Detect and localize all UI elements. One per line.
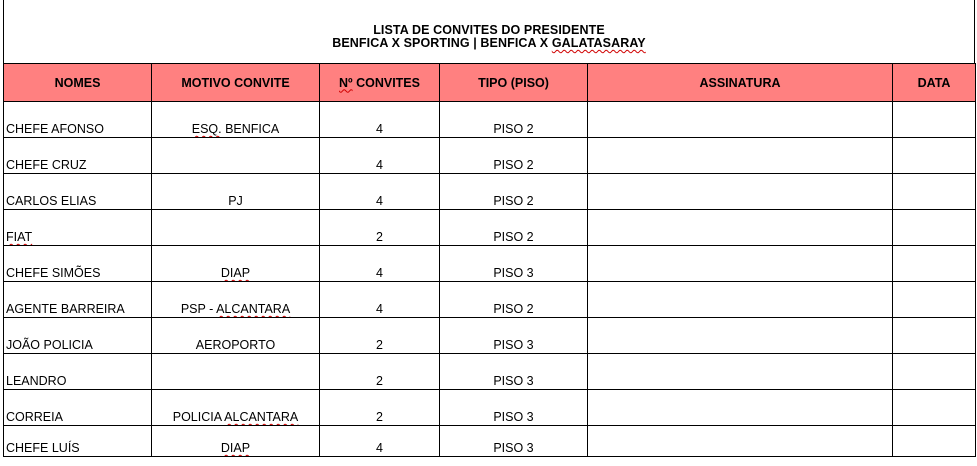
cell-tipo[interactable]	[440, 174, 588, 210]
nome-text: CHEFE LUÍS	[6, 441, 80, 455]
nome-text: FIAT	[6, 230, 33, 244]
table-row	[4, 138, 976, 174]
cell-motivo[interactable]	[152, 138, 320, 174]
header-motivo-convite[interactable]: MOTIVO CONVITE	[152, 64, 320, 102]
cell-assinatura[interactable]	[588, 138, 893, 174]
table-row	[4, 174, 976, 210]
title-line-1: LISTA DE CONVITES DO PRESIDENTE	[373, 23, 605, 37]
motivo-spellcheck-text: DIAP	[220, 266, 251, 280]
cell-motivo[interactable]	[152, 174, 320, 210]
table-row	[4, 318, 976, 354]
cell-assinatura[interactable]	[588, 354, 893, 390]
tipo-value: PISO 2	[493, 158, 534, 172]
nome-text: AGENTE BARREIRA	[6, 302, 125, 316]
cell-motivo[interactable]	[152, 426, 320, 457]
motivo-text: BENFICA	[221, 122, 280, 136]
cell-convites[interactable]	[320, 318, 440, 354]
cell-convites[interactable]	[320, 138, 440, 174]
motivo-spellcheck-text: DIAP	[220, 441, 251, 455]
convites-value: 4	[376, 194, 383, 208]
cell-tipo[interactable]	[440, 318, 588, 354]
title-spellcheck-word: GALATASARAY	[551, 36, 646, 50]
cell-nome[interactable]	[4, 246, 152, 282]
nome-text: LEANDRO	[6, 374, 67, 388]
cell-tipo[interactable]	[440, 246, 588, 282]
convites-value: 2	[376, 374, 383, 388]
cell-nome[interactable]	[4, 282, 152, 318]
tipo-value: PISO 3	[493, 410, 534, 424]
nome-text: CHEFE SIMÕES	[6, 266, 101, 280]
cell-motivo[interactable]	[152, 318, 320, 354]
table-row	[4, 390, 976, 426]
convites-value: 4	[376, 266, 383, 280]
motivo-text: POLICIA	[172, 410, 225, 424]
cell-data[interactable]	[893, 102, 976, 138]
cell-motivo[interactable]	[152, 390, 320, 426]
cell-assinatura[interactable]	[588, 426, 893, 457]
invitations-table	[3, 63, 976, 457]
cell-data[interactable]	[893, 318, 976, 354]
tipo-value: PISO 2	[493, 194, 534, 208]
cell-motivo[interactable]	[152, 282, 320, 318]
cell-nome[interactable]	[4, 102, 152, 138]
cell-data[interactable]	[893, 390, 976, 426]
header-tipo-piso[interactable]: TIPO (PISO)	[440, 64, 588, 102]
table-row	[4, 246, 976, 282]
tipo-value: PISO 3	[493, 266, 534, 280]
nome-text: CHEFE AFONSO	[6, 122, 104, 136]
cell-data[interactable]	[893, 138, 976, 174]
cell-tipo[interactable]	[440, 390, 588, 426]
nome-text: CARLOS ELIAS	[6, 194, 97, 208]
table-row	[4, 354, 976, 390]
nome-text: CHEFE CRUZ	[6, 158, 87, 172]
cell-convites[interactable]	[320, 174, 440, 210]
table-row	[4, 426, 976, 457]
tipo-value: PISO 2	[493, 230, 534, 244]
motivo-spellcheck-text: ALCANTARA	[216, 302, 291, 316]
cell-nome[interactable]	[4, 426, 152, 457]
cell-motivo[interactable]	[152, 210, 320, 246]
tipo-value: PISO 3	[493, 374, 534, 388]
cell-assinatura[interactable]	[588, 390, 893, 426]
title-line-2	[4, 36, 974, 50]
cell-data[interactable]	[893, 282, 976, 318]
cell-convites[interactable]	[320, 210, 440, 246]
convites-value: 2	[376, 338, 383, 352]
motivo-text: PJ	[228, 194, 243, 208]
table-row	[4, 102, 976, 138]
cell-tipo[interactable]	[440, 354, 588, 390]
header-row	[4, 64, 976, 102]
cell-assinatura[interactable]	[588, 318, 893, 354]
cell-tipo[interactable]	[440, 102, 588, 138]
table-row	[4, 282, 976, 318]
cell-tipo[interactable]	[440, 282, 588, 318]
cell-motivo[interactable]	[152, 354, 320, 390]
convites-value: 4	[376, 302, 383, 316]
tipo-value: PISO 3	[493, 338, 534, 352]
header-assinatura[interactable]: ASSINATURA	[588, 64, 893, 102]
cell-nome[interactable]	[4, 318, 152, 354]
cell-convites[interactable]	[320, 390, 440, 426]
tipo-value: PISO 2	[493, 302, 534, 316]
cell-data[interactable]	[893, 354, 976, 390]
cell-assinatura[interactable]	[588, 282, 893, 318]
cell-assinatura[interactable]	[588, 246, 893, 282]
convites-value: 4	[376, 122, 383, 136]
cell-tipo[interactable]	[440, 138, 588, 174]
convites-value: 4	[376, 158, 383, 172]
cell-assinatura[interactable]	[588, 102, 893, 138]
cell-nome[interactable]	[4, 138, 152, 174]
cell-tipo[interactable]	[440, 210, 588, 246]
convites-value: 4	[376, 441, 383, 455]
motivo-text: PSP -	[180, 302, 217, 316]
cell-data[interactable]	[893, 426, 976, 457]
motivo-text: AEROPORTO	[195, 338, 276, 352]
cell-motivo[interactable]	[152, 246, 320, 282]
nome-text: CORREIA	[6, 410, 63, 424]
nome-text: JOÃO POLICIA	[6, 338, 93, 352]
cell-assinatura[interactable]	[588, 210, 893, 246]
cell-tipo[interactable]	[440, 426, 588, 457]
cell-data[interactable]	[893, 174, 976, 210]
cell-motivo[interactable]	[152, 102, 320, 138]
cell-nome[interactable]	[4, 174, 152, 210]
convites-value: 2	[376, 410, 383, 424]
header-n-convites[interactable]	[320, 64, 440, 102]
cell-nome[interactable]	[4, 210, 152, 246]
cell-assinatura[interactable]	[588, 174, 893, 210]
motivo-spellcheck-text: ALCANTARA	[224, 410, 299, 424]
header-convites-text: CONVITES	[352, 75, 420, 90]
cell-data[interactable]	[893, 210, 976, 246]
title-block	[3, 0, 975, 63]
cell-data[interactable]	[893, 246, 976, 282]
cell-convites[interactable]	[320, 426, 440, 457]
tipo-value: PISO 3	[493, 441, 534, 455]
header-n-spell: Nº	[339, 75, 353, 90]
cell-convites[interactable]	[320, 246, 440, 282]
cell-nome[interactable]	[4, 354, 152, 390]
convites-value: 2	[376, 230, 383, 244]
tipo-value: PISO 2	[493, 122, 534, 136]
cell-nome[interactable]	[4, 390, 152, 426]
cell-convites[interactable]	[320, 102, 440, 138]
table-row	[4, 210, 976, 246]
header-data[interactable]: DATA	[893, 64, 976, 102]
cell-convites[interactable]	[320, 354, 440, 390]
header-nomes[interactable]: NOMES	[4, 64, 152, 102]
cell-convites[interactable]	[320, 282, 440, 318]
motivo-spellcheck-text: ESQ.	[191, 122, 222, 136]
title-line-2-text: BENFICA X SPORTING | BENFICA X	[332, 36, 552, 50]
